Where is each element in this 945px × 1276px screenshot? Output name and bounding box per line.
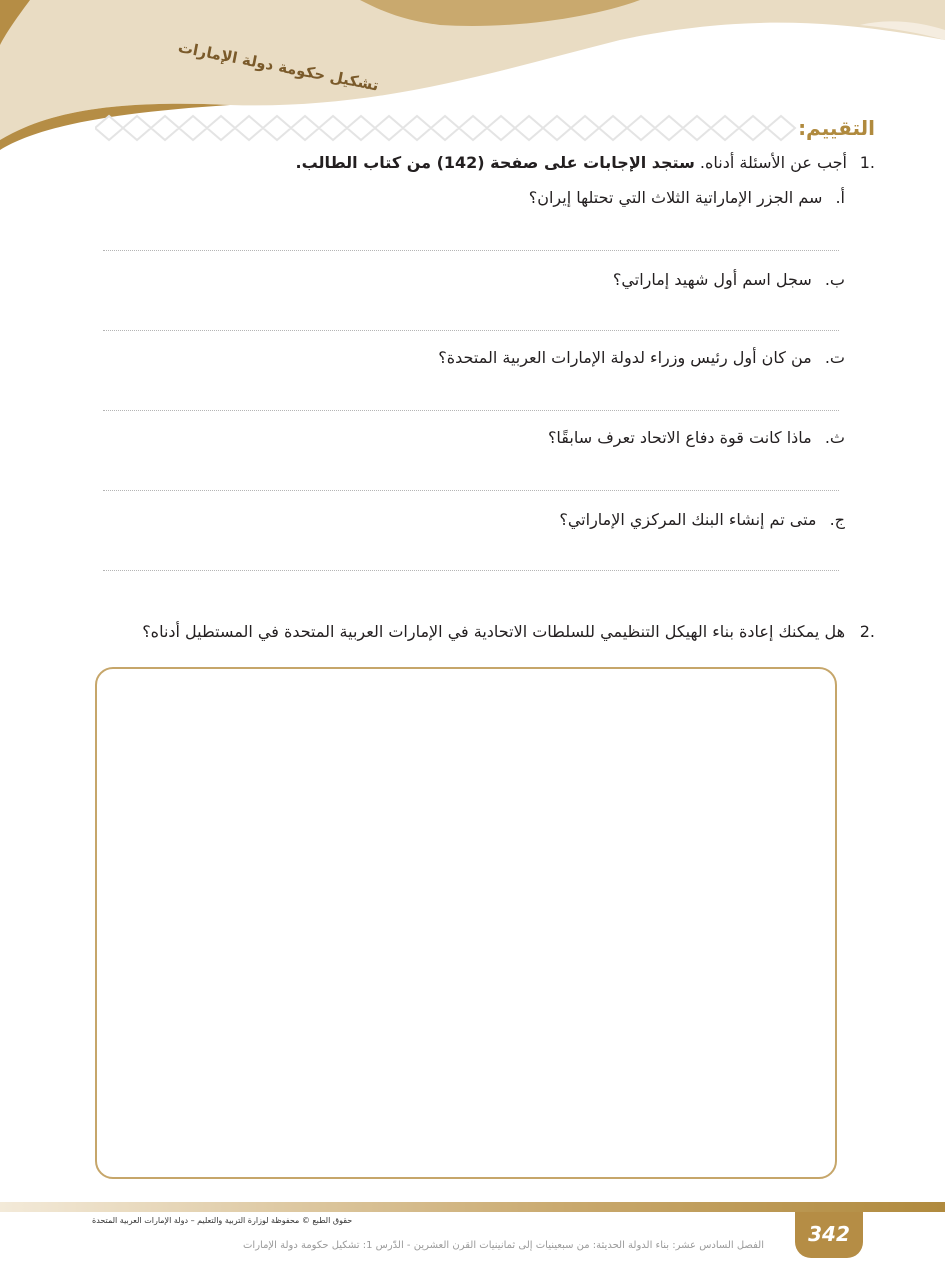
item-letter: ت. (824, 348, 845, 367)
question-1-instruction: أجب عن الأسئلة أدناه. (699, 153, 847, 172)
item-text: من كان أول رئيس وزراء لدولة الإمارات العربية المتحدة؟ (438, 348, 812, 367)
answer-box[interactable] (95, 667, 837, 1179)
page-number: 342 (795, 1212, 863, 1258)
answer-line[interactable] (103, 330, 839, 331)
list-item (438, 348, 845, 367)
list-item (548, 428, 845, 447)
question-1-reference: ستجد الإجابات على صفحة (142) من كتاب الطالب. (295, 153, 695, 172)
list-item (613, 270, 845, 289)
question-2-text: هل يمكنك إعادة بناء الهيكل التنظيمي للسلطات الاتحادية في الإمارات العربية المتحدة في المستطيل أدناه؟ (142, 622, 845, 641)
item-text: سم الجزر الإماراتية الثلاث التي تحتلها إيران؟ (528, 188, 823, 207)
list-item (529, 188, 845, 207)
answer-line[interactable] (103, 570, 839, 571)
answer-line[interactable] (103, 490, 839, 491)
question-1-number: 1. (859, 153, 875, 172)
item-letter: ج. (829, 510, 845, 529)
item-letter: ب. (824, 270, 845, 289)
item-text: متى تم إنشاء البنك المركزي الإماراتي؟ (559, 510, 817, 529)
list-item (559, 510, 845, 529)
chapter-title: تشكيل حكومة دولة الإمارات (176, 38, 381, 95)
answer-line[interactable] (103, 410, 839, 411)
item-letter: أ. (835, 188, 845, 207)
item-text: ماذا كانت قوة دفاع الاتحاد تعرف سابقًا؟ (547, 428, 812, 447)
copyright-text: حقوق الطبع © محفوظة لوزارة التربية والتعليم – دولة الإمارات العربية المتحدة (92, 1216, 353, 1225)
item-letter: ث. (824, 428, 845, 447)
diamond-ornament (95, 114, 810, 142)
answer-line[interactable] (103, 250, 839, 251)
footer-bar (0, 1202, 945, 1212)
footer-breadcrumb: الفصل السادس عشر: بناء الدولة الحديثة: من سبعينيات إلى ثمانينيات القرن العشرين - الدّرس 1: تشكيل حكومة دولة الإمارات (243, 1240, 764, 1251)
item-text: سجل اسم أول شهيد إماراتي؟ (612, 270, 812, 289)
question-1-prompt (296, 153, 847, 172)
section-title: التقييم: (798, 116, 875, 140)
question-2-number: 2. (859, 622, 875, 641)
